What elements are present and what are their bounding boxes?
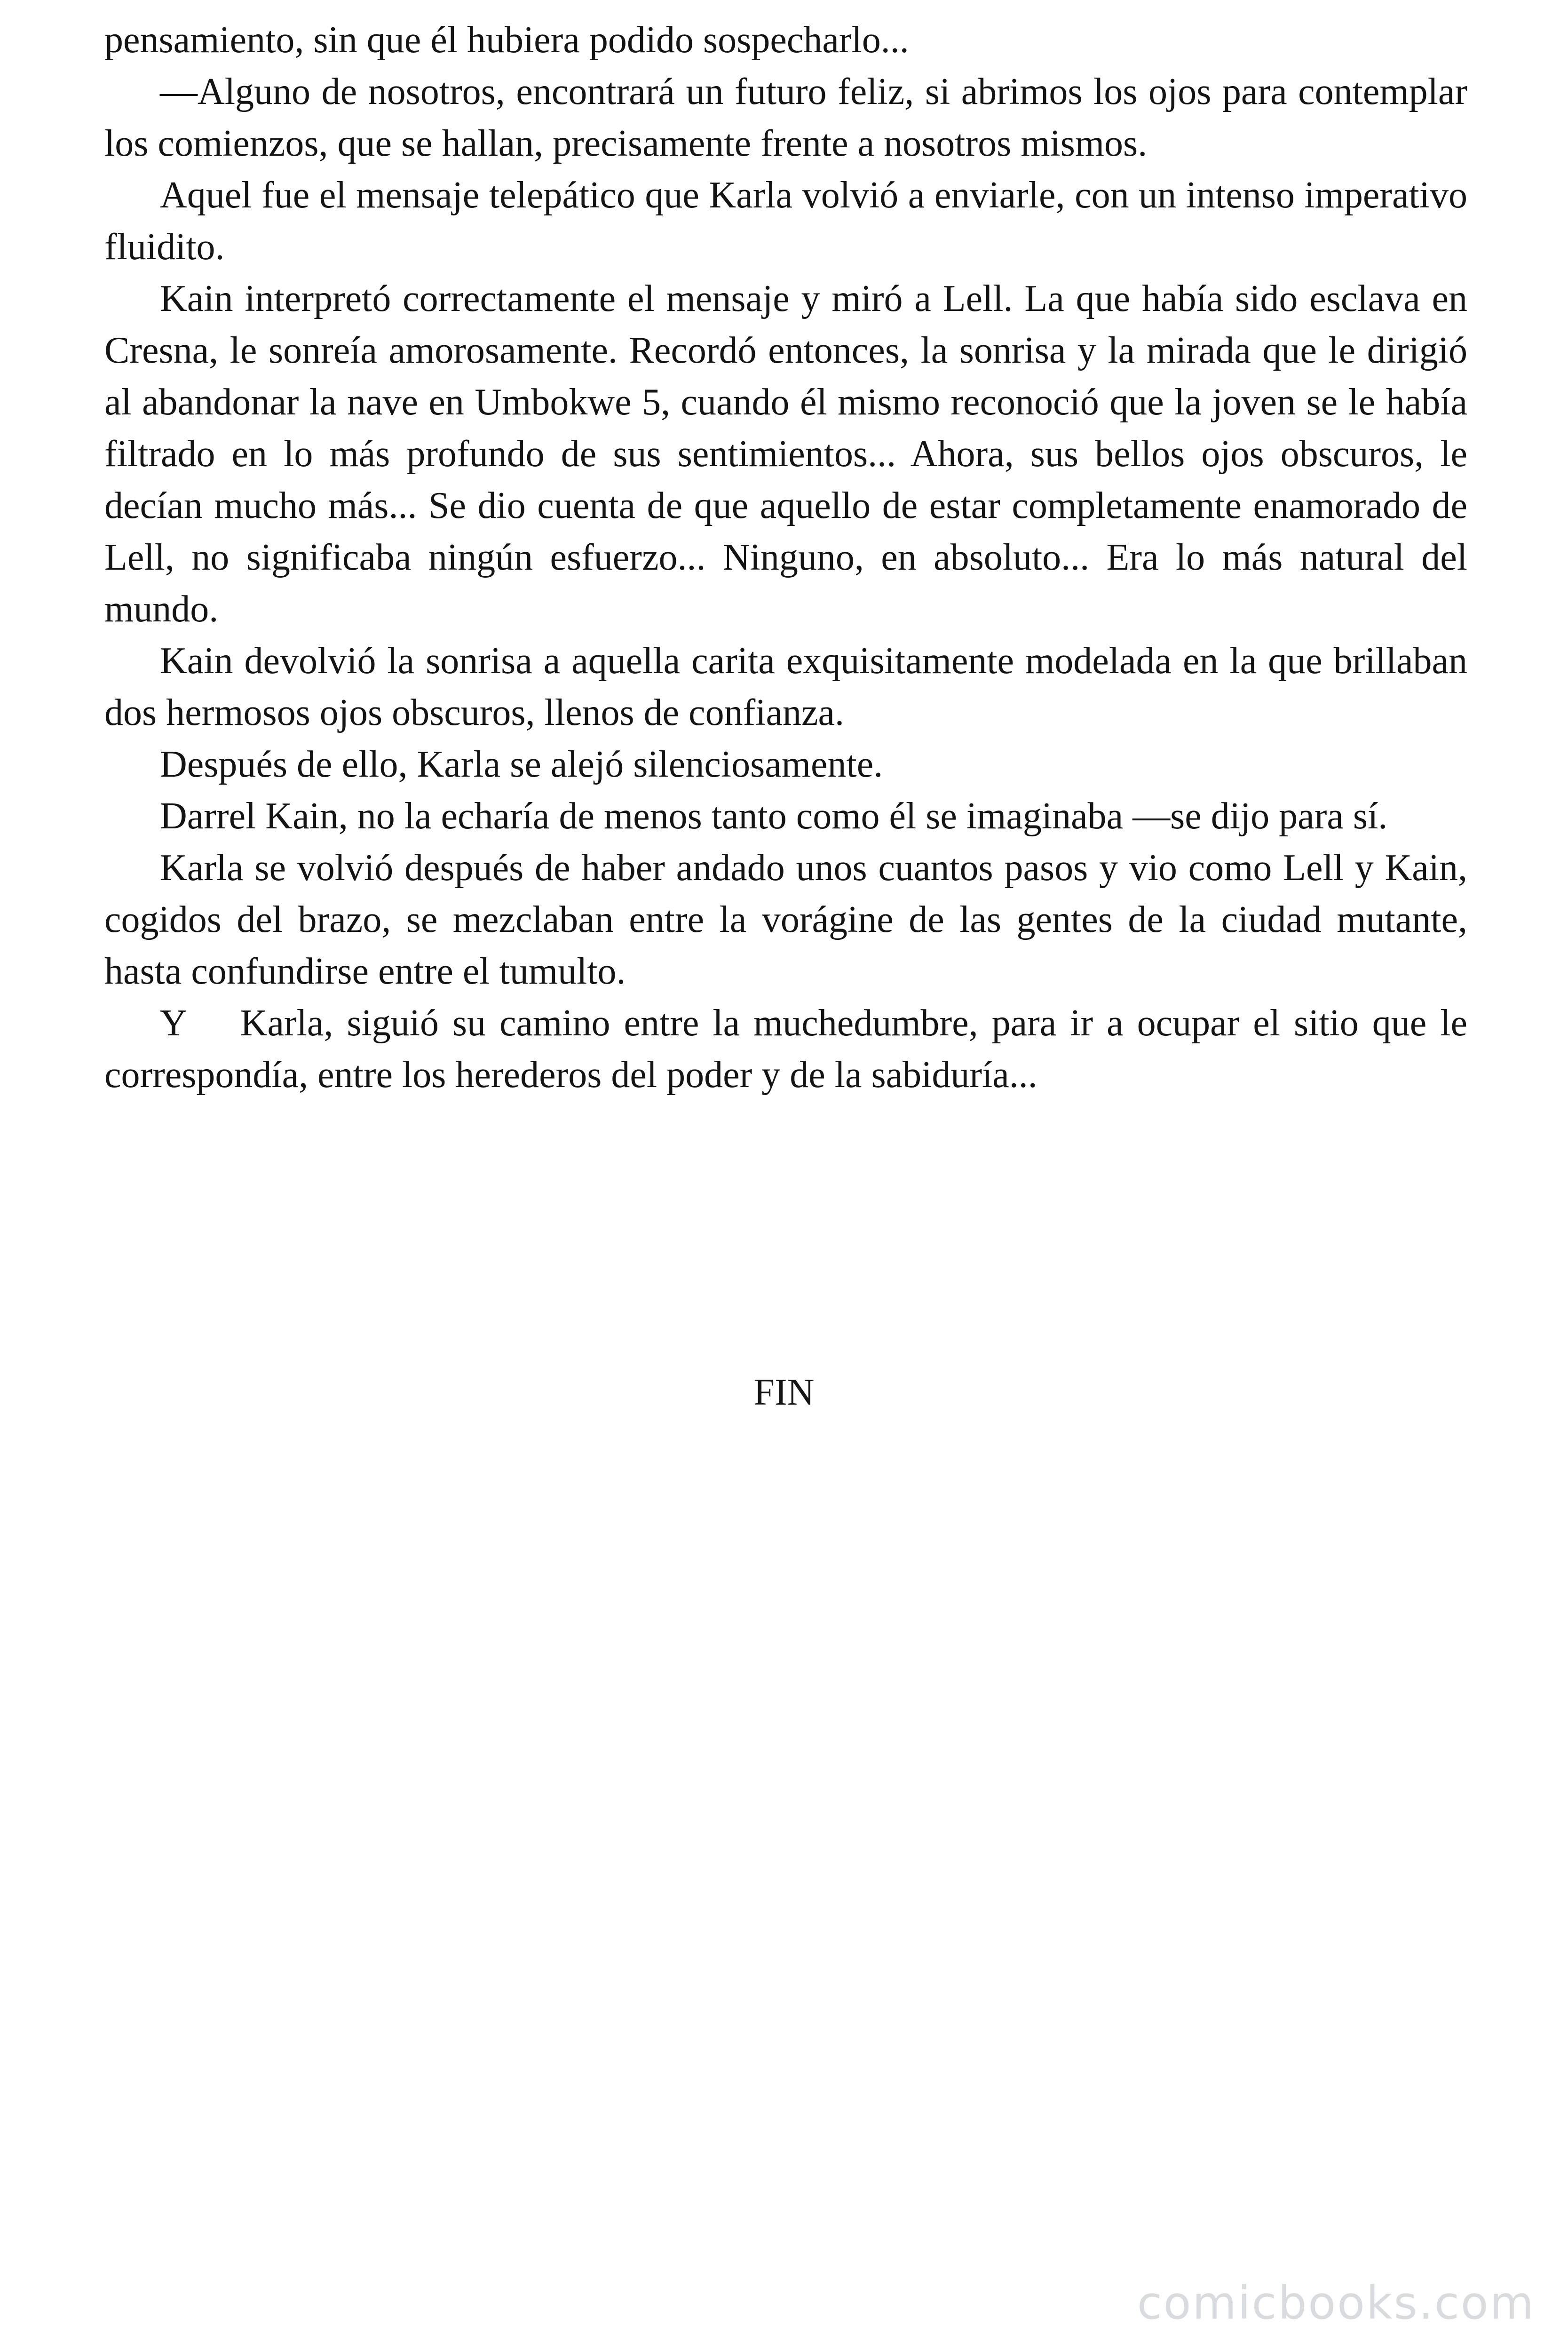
paragraph: Después de ello, Karla se alejó silenciosamente. <box>160 744 883 785</box>
paragraph: Kain interpretó correctamente el mensaje y miró a Lell. La que había sido esclava en Cresna, le sonreía amorosamente. Recordó entonces, la sonrisa y la mirada que le dirigió al abandonar la nave en Umbokwe 5, cuando él mismo reconoció que la joven se le había filtrado en lo más profundo de sus sentimientos... Ahora, sus bellos ojos obscuros, le decían mucho más... Se dio cuenta de que aquello de estar completamente enamorado de Lell, no significaba ningún esfuerzo... Ninguno, en absoluto... Era lo más natural del mundo. <box>104 278 1467 630</box>
paragraph: Kain devolvió la sonrisa a aquella carita exquisitamente modelada en la que brillaban dos hermosos ojos obscuros, llenos de confianza. <box>104 640 1467 733</box>
paragraph: Y Karla, siguió su camino entre la muchedumbre, para ir a ocupar el sitio que le correspondía, entre los herederos del poder y de la sabiduría... <box>104 1002 1477 1096</box>
body-text <box>104 14 1477 1101</box>
watermark: comicbooks.com <box>1137 2277 1535 2329</box>
paragraph: Aquel fue el mensaje telepático que Karla volvió a enviarle, con un intenso imperativo fluidito. <box>104 175 1467 268</box>
paragraph-dialogue: —Alguno de nosotros, encontrará un futuro feliz, si abrimos los ojos para contemplar los comienzos, que se hallan, precisamente frente a nosotros mismos. <box>104 71 1467 164</box>
paragraph-continuation: pensamiento, sin que él hubiera podido sospecharlo... <box>104 19 909 61</box>
paragraph: Karla se volvió después de haber andado unos cuantos pasos y vio como Lell y Kain, cogidos del brazo, se mezclaban entre la vorágine de las gentes de la ciudad mutante, hasta confundirse entre el tumulto. <box>104 847 1467 992</box>
end-mark: FIN <box>753 1372 815 1413</box>
paragraph: Darrel Kain, no la echaría de menos tanto como él se imaginaba —se dijo para sí. <box>160 795 1388 837</box>
